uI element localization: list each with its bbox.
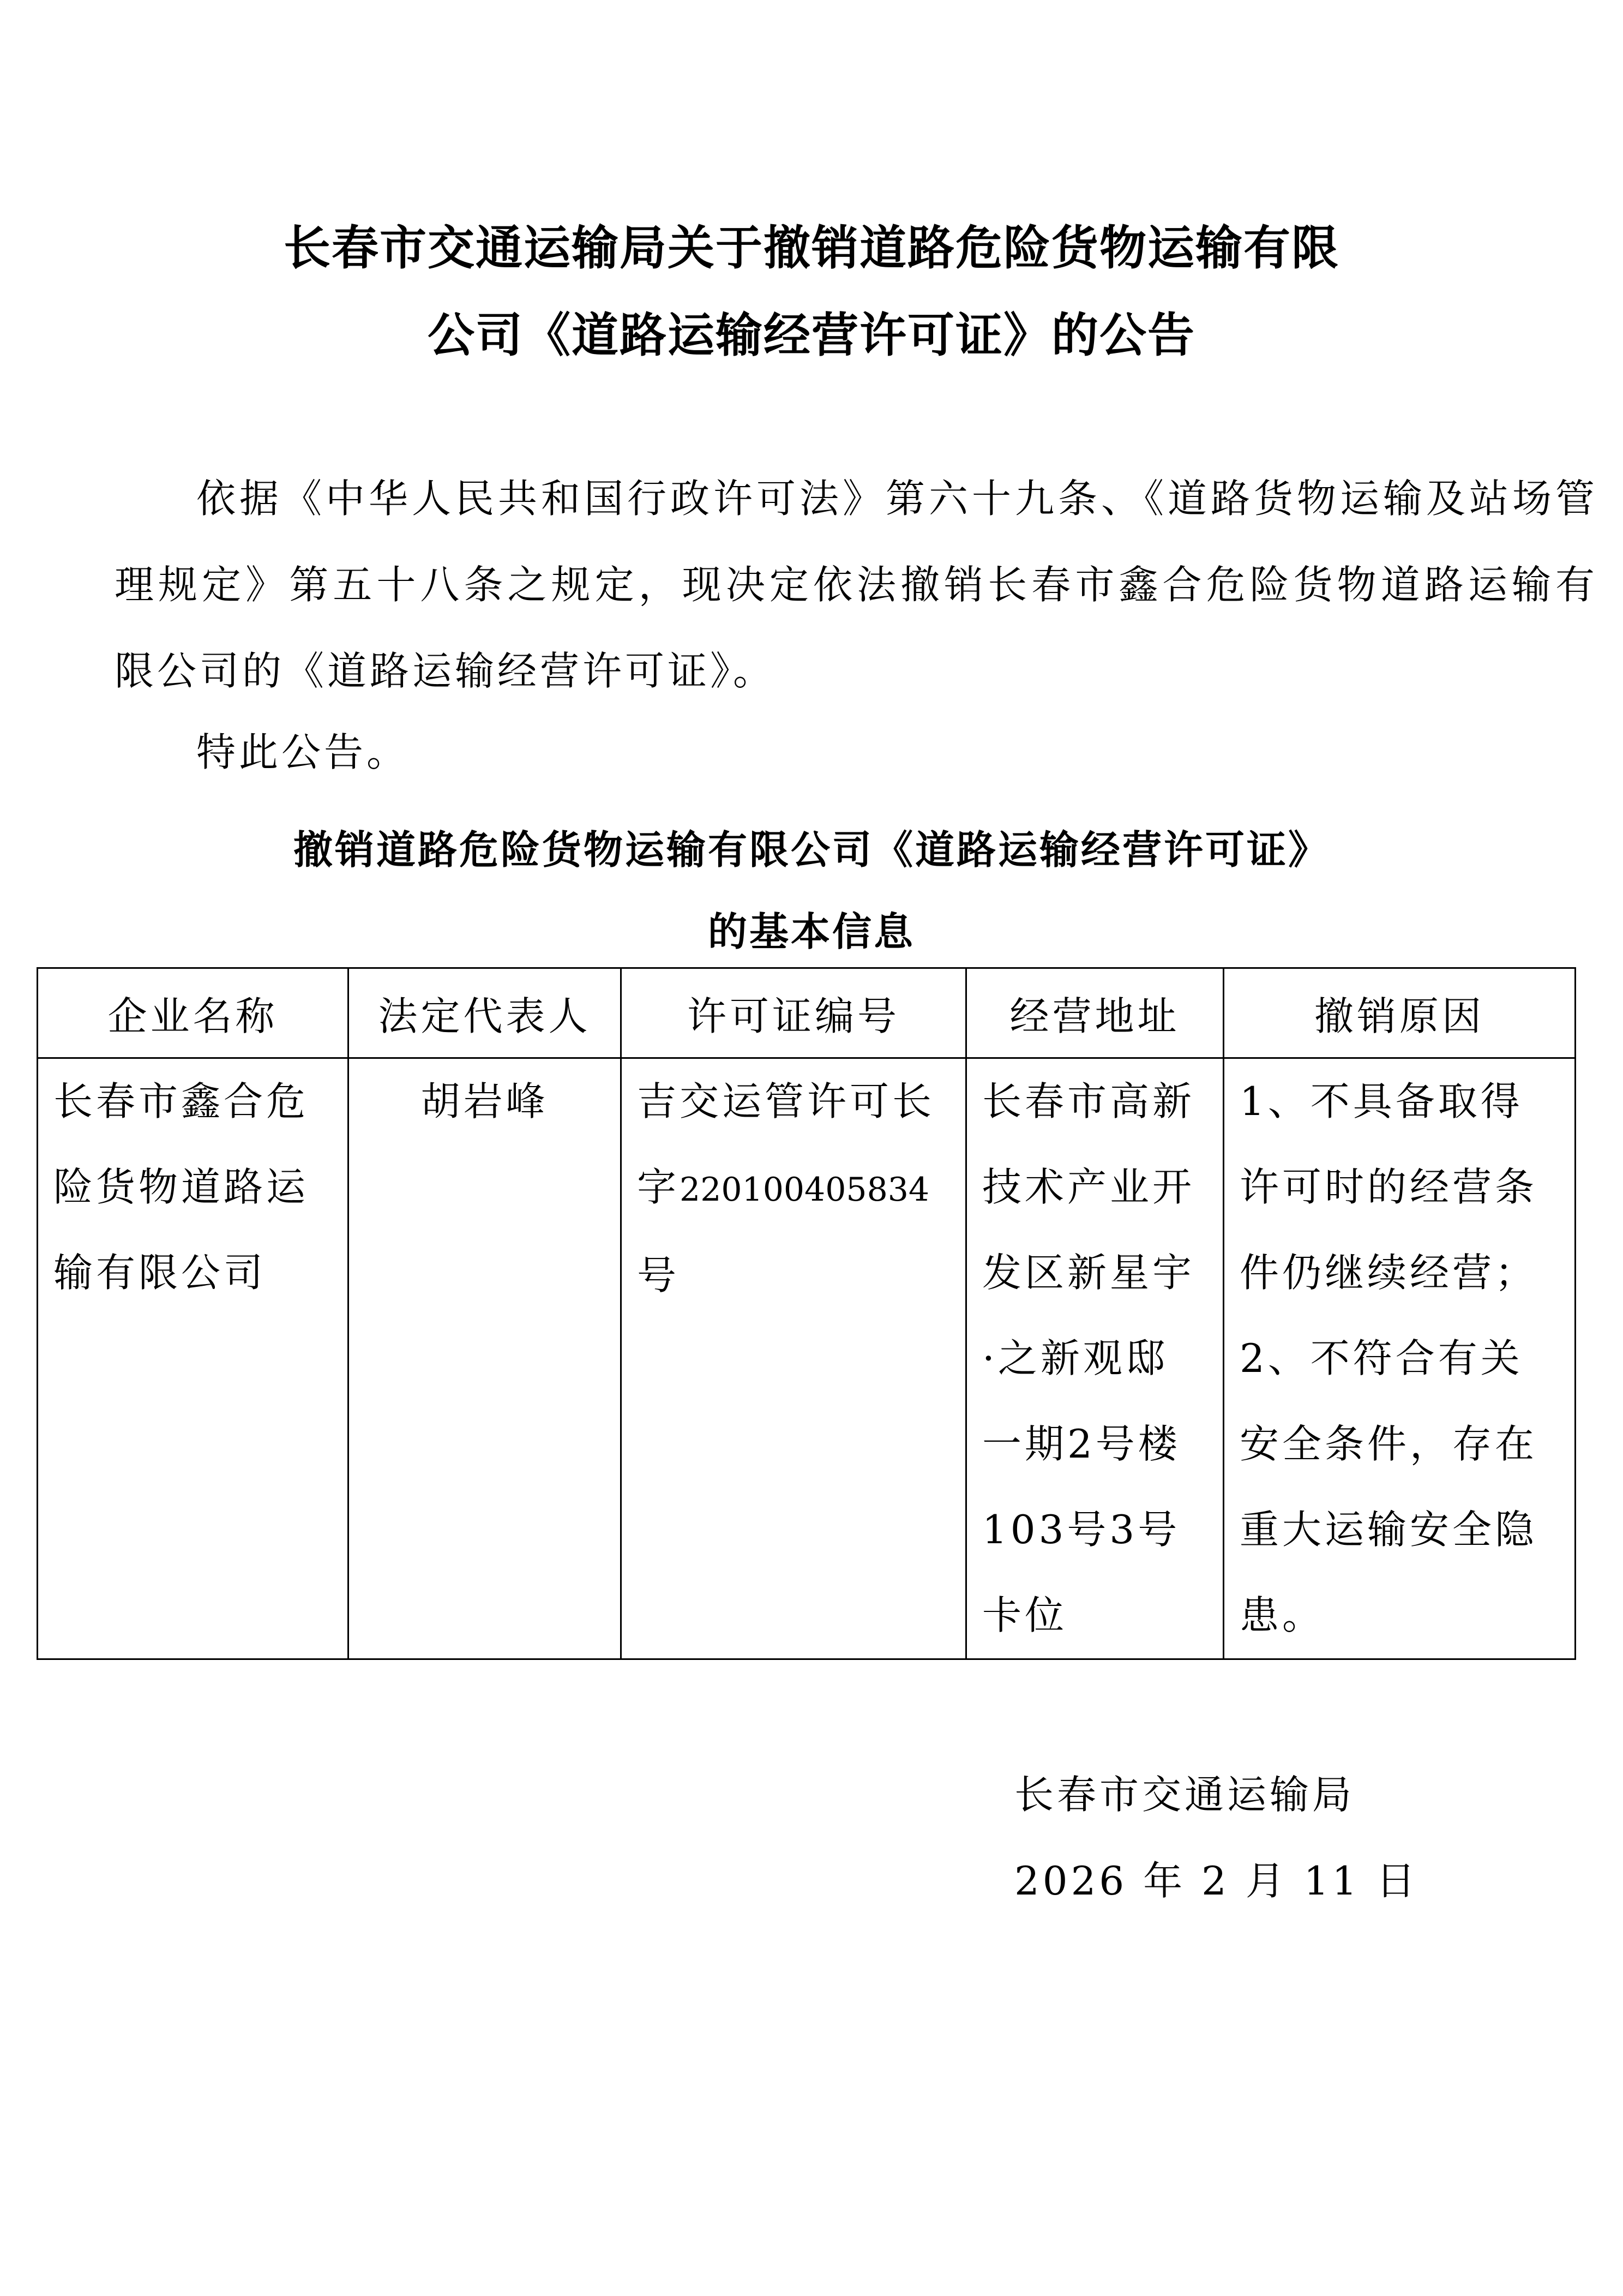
table-title-line-2: 的基本信息 [707,908,915,955]
revocation-info-table [37,967,1576,1660]
body-paragraph: 依据《中华人民共和国行政许可法》第六十九条、《道路货物运输及站场管理规定》第五十八条之规定，现决定依法撤销长春市鑫合危险货物道路运输有限公司的《道路运输经营许可证》。 [115,476,1598,694]
closing-text: 特此公告。 [196,729,410,775]
header-revocation-reason: 撤销原因 [1224,968,1576,1058]
header-company-name: 企业名称 [38,968,348,1058]
header-legal-representative: 法定代表人 [348,968,621,1058]
cell-revocation-reason: 1、不具备取得许可时的经营条件仍继续经营；2、不符合有关安全条件，存在重大运输安全隐患。 [1224,1058,1576,1659]
signature-date: 2026 年 2 月 11 日 [1014,1858,1419,1904]
table-title-line-1: 撤销道路危险货物运输有限公司《道路运输经营许可证》 [293,826,1330,873]
notice-title-line-2: 公司《道路运输经营许可证》的公告 [428,308,1195,363]
header-license-number: 许可证编号 [621,968,966,1058]
license-number-digits: 220100405834 [680,1171,930,1209]
license-prefix: 吉交运管许可长字 [637,1078,935,1210]
cell-company-name: 长春市鑫合危险货物道路运输有限公司 [38,1058,348,1659]
header-business-address: 经营地址 [966,968,1224,1058]
table-header-row [38,968,1576,1058]
table-row [38,1058,1576,1659]
cell-legal-representative: 胡岩峰 [348,1058,621,1659]
signature-organization: 长春市交通运输局 [1014,1772,1355,1818]
license-suffix: 号 [637,1252,680,1298]
cell-license-number [621,1058,966,1659]
cell-business-address: 长春市高新技术产业开发区新星宇·之新观邸一期2号楼103号3号卡位 [966,1058,1224,1659]
notice-title-line-1: 长春市交通运输局关于撤销道路危险货物运输有限 [284,220,1339,275]
